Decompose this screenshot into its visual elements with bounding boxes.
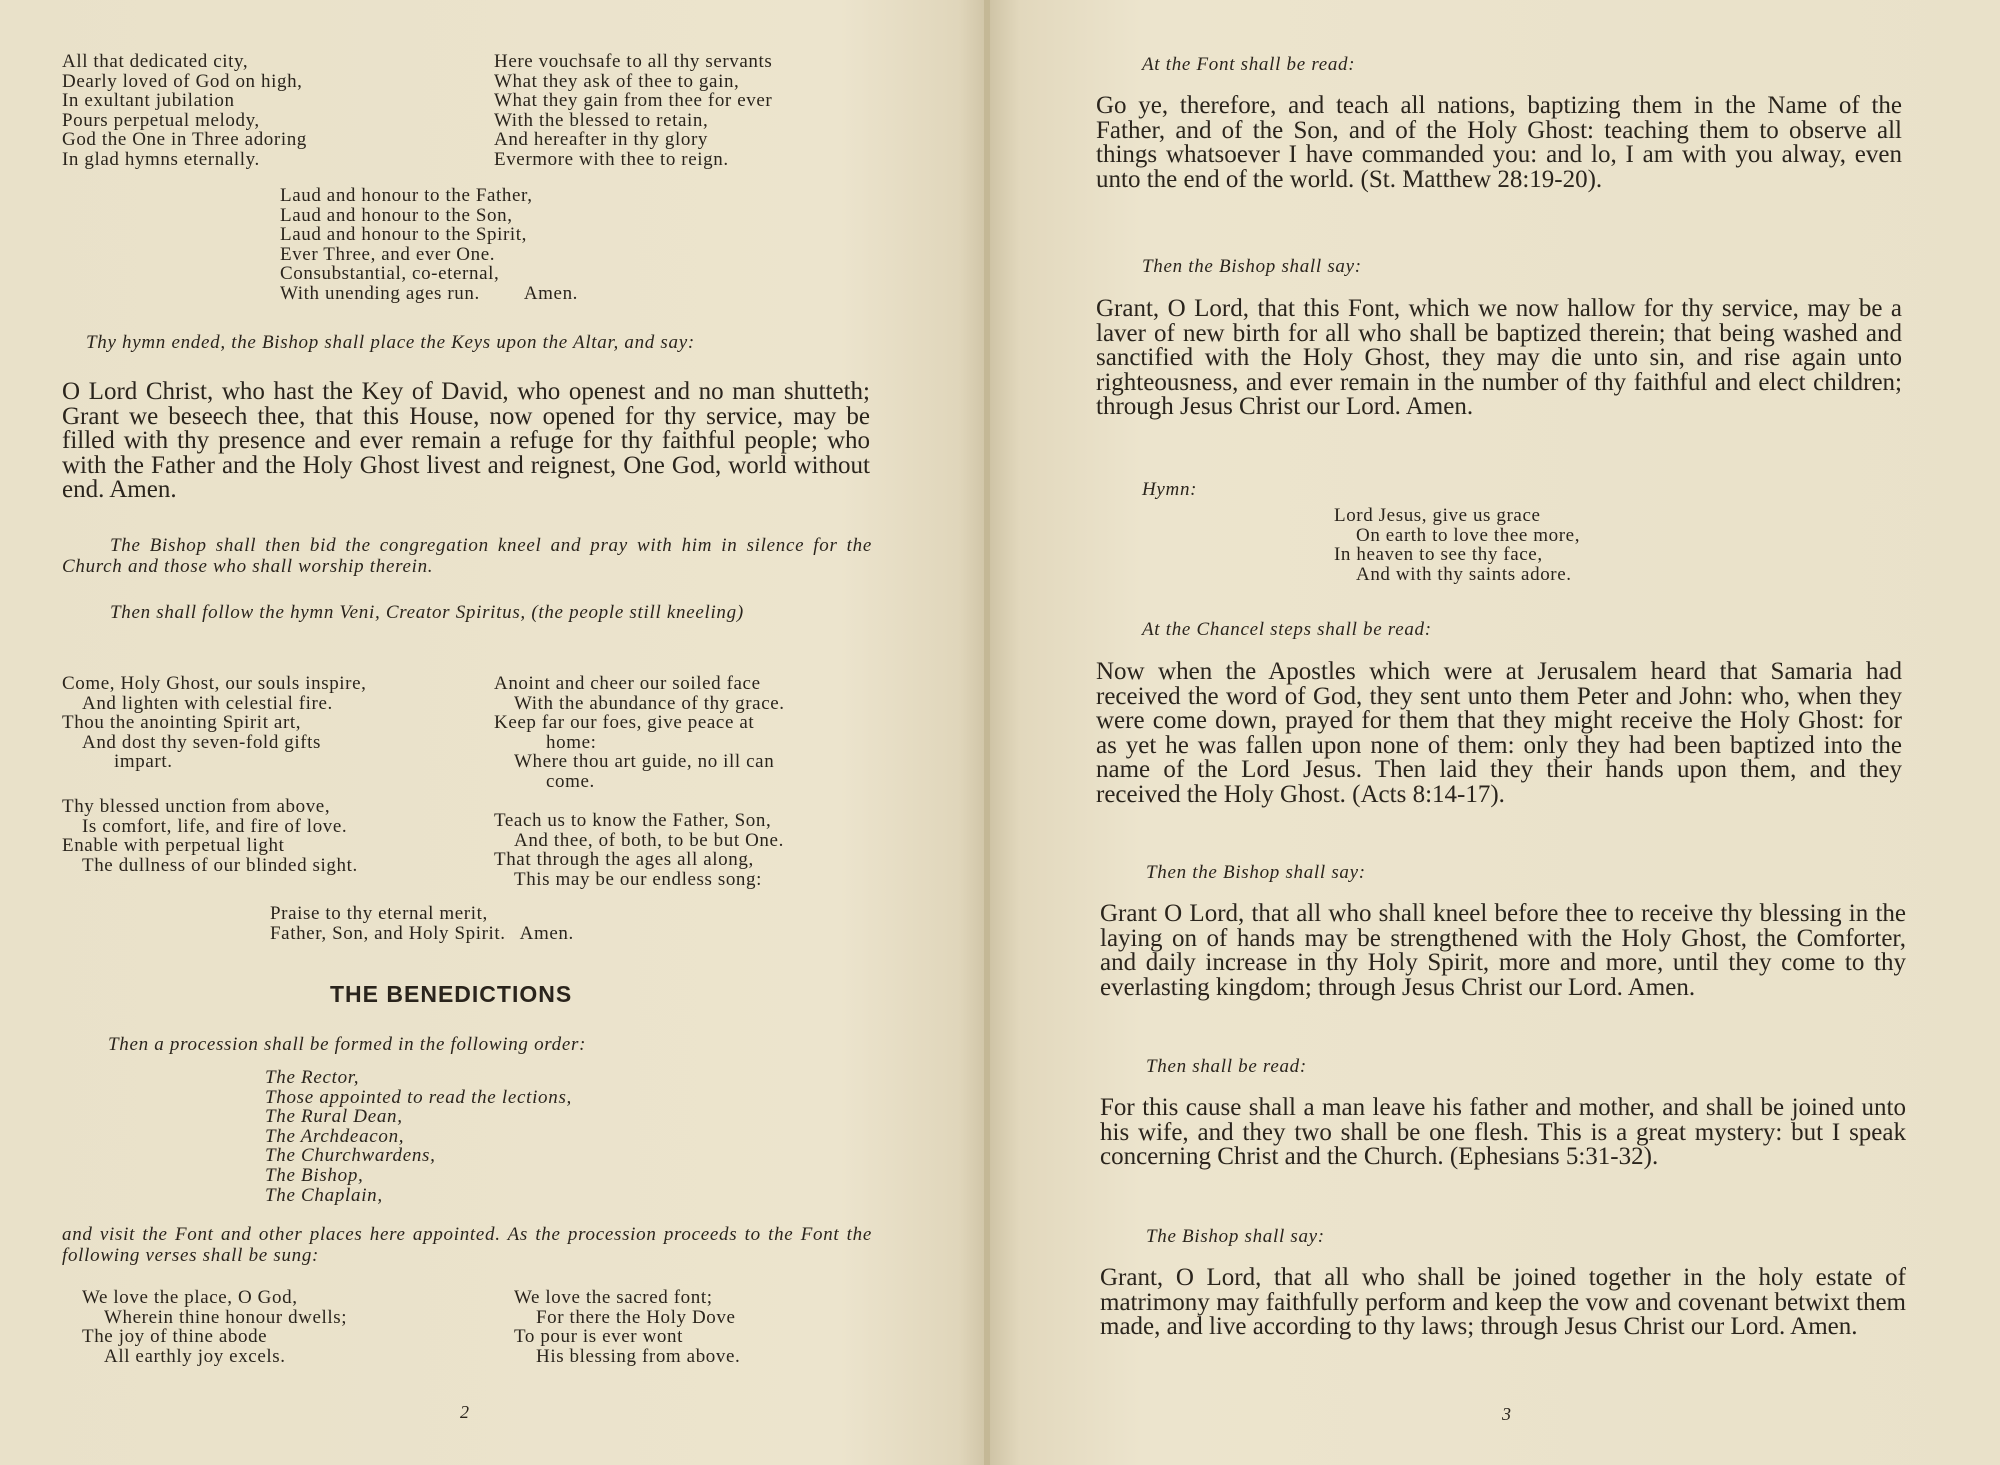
verses-right: We love the sacred font; For there the Holy Dove To pour is ever wont His blessing from above.: [514, 1287, 741, 1367]
prayer-font: Grant, O Lord, that this Font, which we now hallow for thy service, may be a laver of new birth for all who shall be baptized therein; that being washed and sanctified with the Holy Ghost, they may die unto sin, and rise again unto righteousness, and ever remain in the number of thy faithful and elect children; through Jesus Christ our Lord. Amen.: [1096, 295, 1902, 420]
text-line: [265, 1186, 765, 1206]
line-text: And hereafter in thy glory: [494, 129, 708, 151]
reading-matthew: Go ye, therefore, and teach all nations, baptizing them in the Name of the Father, and of the Son, and of the Holy Ghost: teaching them to observe all things whatsoever I have commanded you: and lo, I am with you alway, even unto the end of the world. (St. Matthew 28:19-20).: [1096, 92, 1902, 193]
text-line: [62, 111, 442, 131]
veni-stanza-1: Come, Holy Ghost, our souls inspire, And lighten with celestial fire. Thou the anointing Spirit art, And dost thy seven-fold gifts impart.: [62, 673, 367, 773]
text-line: [62, 52, 442, 72]
line-text: The Churchwardens,: [265, 1145, 436, 1167]
hymn-doxology: [280, 186, 700, 304]
prayer-laying-on-of-hands: Grant O Lord, that all who shall kneel before thee to receive thy blessing in the laying on of hands may be strengthened with the Holy Ghost, the Comforter, and daily increase in thy Holy Spirit, more and more, until they come to thy everlasting kingdom; through Jesus Christ our Lord. Amen.: [1100, 900, 1906, 1001]
line-text: Ever Three, and ever One.: [280, 243, 496, 265]
line-text: The Rector,: [265, 1067, 360, 1088]
line-text: With the blessed to retain,: [494, 109, 709, 131]
rubric-chancel: At the Chancel steps shall be read:: [1142, 619, 1432, 640]
procession-order: [265, 1068, 765, 1205]
text-line: [494, 150, 894, 170]
right-page: [990, 0, 2000, 1465]
text-line: [62, 72, 442, 92]
line-text: Consubstantial, co-eternal,: [280, 263, 500, 285]
line-text: Evermore with thee to reign.: [494, 148, 729, 170]
rubric-keys: Thy hymn ended, the Bishop shall place the Keys upon the Altar, and say:: [86, 332, 695, 353]
text-line: [280, 225, 700, 245]
text-line: [494, 130, 894, 150]
line-text: What they gain from thee for ever: [494, 90, 773, 112]
rubric-at-font: At the Font shall be read:: [1142, 54, 1356, 75]
line-text: With unending ages run.: [280, 282, 480, 304]
text-line: [494, 72, 894, 92]
rubric-bishop-say-3: The Bishop shall say:: [1146, 1226, 1325, 1247]
line-text: The Archdeacon,: [265, 1125, 405, 1147]
line-text: In exultant jubilation: [62, 90, 235, 112]
veni-stanza-4: Teach us to know the Father, Son, And thee, of both, to be but One. That through the ages all along, This may be our endless song:: [494, 810, 784, 890]
hymn-stanza-left: [62, 52, 442, 170]
line-text: The Rural Dean,: [265, 1106, 403, 1128]
heading-benedictions: THE BENEDICTIONS: [330, 981, 573, 1007]
text-line: [265, 1107, 765, 1127]
line-text: Laud and honour to the Son,: [280, 204, 513, 226]
rubric-visit: and visit the Font and other places here appointed. As the procession proceeds to the Font the following verses shall be sung:: [62, 1224, 872, 1266]
line-text: What they ask of thee to gain,: [494, 70, 740, 92]
prayer-matrimony: Grant, O Lord, that all who shall be joined together in the holy estate of matrimony may faithfully perform and keep the vow and covenant betwixt them made, and live according to thy laws; through Jesus Christ our Lord. Amen.: [1100, 1264, 1906, 1340]
line-text: Laud and honour to the Spirit,: [280, 224, 528, 246]
rubric-hymn: Hymn:: [1142, 479, 1198, 500]
reading-acts: Now when the Apostles which were at Jerusalem heard that Samaria had received the word of God, they sent unto them Peter and John: who, when they were come down, prayed for them that they might receive the Holy Ghost: for as yet he was fallen upon none of them: only they had been baptized into the name of the Lord Jesus. Then laid they their hands upon them, and they received the Holy Ghost. (Acts 8:14-17).: [1096, 658, 1902, 808]
veni-stanza-2: Thy blessed unction from above, Is comfort, life, and fire of love. Enable with perpetual light The dullness of our blinded sight.: [62, 796, 358, 876]
rubric-procession: Then a procession shall be formed in the following order:: [108, 1034, 587, 1055]
rubric-bishop-say-1: Then the Bishop shall say:: [1142, 256, 1362, 277]
text-line: [280, 284, 700, 304]
amen-text: Amen.: [523, 282, 579, 304]
rubric-then-read: Then shall be read:: [1146, 1056, 1307, 1077]
reading-ephesians: For this cause shall a man leave his father and mother, and shall be joined unto his wife, and they two shall be one flesh. This is a great mystery: but I speak concerning Christ and the Church. (Ephesians 5:31-32).: [1100, 1094, 1906, 1170]
line-text: The Chaplain,: [265, 1184, 383, 1206]
text-line: [265, 1146, 765, 1166]
text-line: [494, 91, 894, 111]
page-number-right: 3: [1502, 1404, 1511, 1424]
left-page: [0, 0, 988, 1465]
line-text: All that dedicated city,: [62, 51, 249, 72]
rubric-kneel: The Bishop shall then bid the congregation kneel and pray with him in silence for the Church and those who shall worship therein.: [62, 535, 872, 577]
text-line: [494, 111, 894, 131]
text-line: [280, 264, 700, 284]
text-line: [494, 52, 894, 72]
text-line: [265, 1088, 765, 1108]
line-text: The Bishop,: [265, 1164, 364, 1186]
text-line: [280, 245, 700, 265]
veni-stanza-3: Anoint and cheer our soiled face With the abundance of thy grace. Keep far our foes, give peace at home: Where thou art guide, no ill can come.: [494, 673, 785, 792]
page-number-left: 2: [460, 1402, 469, 1422]
text-line: [62, 130, 442, 150]
line-text: Laud and honour to the Father,: [280, 185, 533, 206]
text-line: [265, 1068, 765, 1088]
veni-praise: Praise to thy eternal merit, Father, Son, and Holy Spirit. Amen.: [270, 903, 574, 944]
verses-left: We love the place, O God, Wherein thine honour dwells; The joy of thine abode All earthly joy excels.: [82, 1287, 348, 1367]
line-text: Those appointed to read the lections,: [265, 1086, 572, 1108]
text-line: [280, 206, 700, 226]
text-line: [280, 186, 700, 206]
hymn-lord-jesus: Lord Jesus, give us grace On earth to love thee more, In heaven to see thy face, And with thy saints adore.: [1334, 505, 1581, 585]
prayer-key-of-david: O Lord Christ, who hast the Key of David, who openest and no man shutteth; Grant we beseech thee, that this House, now opened for thy service, may be filled with thy presence and ever remain a refuge for thy faithful people; who with the Father and the Holy Ghost livest and reignest, One God, world without end. Amen.: [62, 378, 870, 503]
line-text: In glad hymns eternally.: [62, 148, 260, 170]
line-text: Pours perpetual melody,: [62, 109, 260, 131]
line-text: Here vouchsafe to all thy servants: [494, 51, 773, 72]
rubric-veni-creator: Then shall follow the hymn Veni, Creator Spiritus, (the people still kneeling): [110, 602, 744, 623]
hymn-stanza-right: [494, 52, 894, 170]
line-text: Dearly loved of God on high,: [62, 70, 303, 92]
text-line: [62, 150, 442, 170]
text-line: [265, 1127, 765, 1147]
text-line: [265, 1166, 765, 1186]
text-line: [62, 91, 442, 111]
line-text: God the One in Three adoring: [62, 129, 307, 151]
rubric-bishop-say-2: Then the Bishop shall say:: [1146, 862, 1366, 883]
